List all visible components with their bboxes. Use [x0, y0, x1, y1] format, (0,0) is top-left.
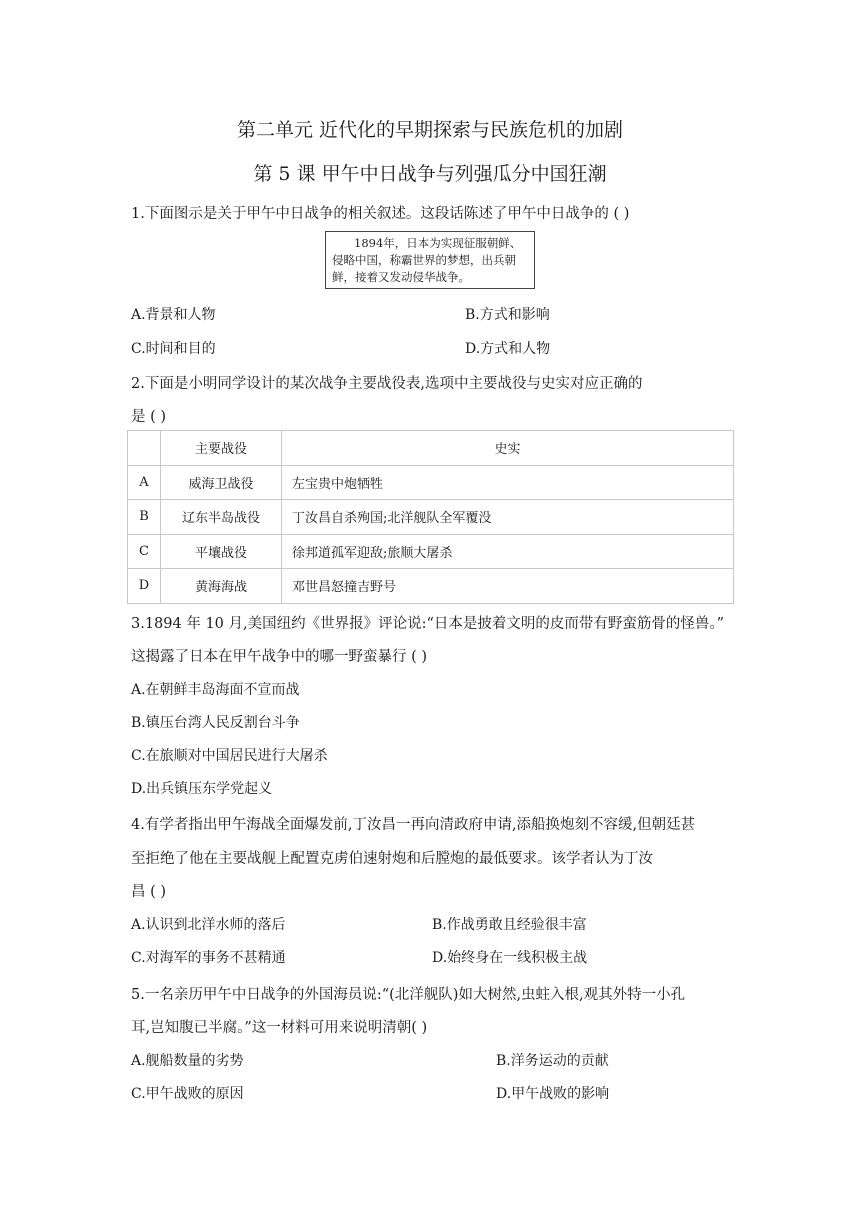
q4-stem-line2: 至拒绝了他在主要战舰上配置克虏伯速射炮和后膛炮的最低要求。该学者认为丁汝: [131, 851, 653, 867]
q3-option-a[interactable]: A.在朝鲜丰岛海面不宣而战: [131, 682, 300, 698]
q4-option-d[interactable]: D.始终身在一线积极主战: [432, 950, 588, 966]
table-row: [128, 500, 734, 535]
q5-option-b[interactable]: B.洋务运动的贡献: [496, 1053, 609, 1069]
q1-option-a[interactable]: A.背景和人物: [131, 307, 216, 323]
table-cell-fact: 徐邦道孤军迎敌;旅顺大屠杀: [282, 534, 734, 569]
table-header-cell: [128, 431, 161, 466]
q1-stem: 1.下面图示是关于甲午中日战争的相关叙述。这段话陈述了甲午中日战争的 ( ): [131, 206, 630, 222]
table-header-row: [128, 431, 734, 466]
unit-title: 第二单元 近代化的早期探索与民族危机的加剧: [236, 119, 624, 141]
q4-stem-line3: 昌 ( ): [131, 884, 167, 900]
q4-stem-line1: 4.有学者指出甲午海战全面爆发前,丁汝昌一再向清政府申请,添船换炮刻不容缓,但朝廷甚: [131, 817, 696, 833]
table-cell-battle: 平壤战役: [161, 534, 282, 569]
q2-stem-line1: 2.下面是小明同学设计的某次战争主要战役表,选项中主要战役与史实对应正确的: [131, 376, 643, 392]
q1-quote-line: 侵略中国，称霸世界的梦想，出兵朝: [332, 253, 516, 267]
battle-table: [127, 430, 734, 604]
q3-stem-line2: 这揭露了日本在甲午战争中的哪一野蛮暴行 ( ): [131, 649, 428, 665]
q4-option-c[interactable]: C.对海军的事务不甚精通: [131, 950, 286, 966]
q5-stem-line2: 耳,岂知腹已半腐。”这一材料可用来说明清朝( ): [131, 1020, 428, 1036]
q5-option-a[interactable]: A.舰船数量的劣势: [131, 1053, 244, 1069]
q1-quote-line: 1894年，日本为实现征服朝鲜、: [354, 236, 522, 250]
q1-option-c[interactable]: C.时间和目的: [131, 341, 216, 357]
q1-option-b[interactable]: B.方式和影响: [465, 307, 550, 323]
table-cell-fact: 邓世昌怒撞吉野号: [282, 569, 734, 604]
table-cell-option: B: [128, 500, 161, 535]
q3-option-c[interactable]: C.在旅顺对中国居民进行大屠杀: [131, 748, 328, 764]
q4-option-b[interactable]: B.作战勇敢且经验很丰富: [432, 917, 587, 933]
q3-option-d[interactable]: D.出兵镇压东学党起义: [131, 781, 273, 797]
table-cell-battle: 辽东半岛战役: [161, 500, 282, 535]
table-row: [128, 465, 734, 500]
table-header-cell: 主要战役: [161, 431, 282, 466]
q5-stem-line1: 5.一名亲历甲午中日战争的外国海员说:“(北洋舰队)如大树然,虫蛀入根,观其外特一小孔: [131, 987, 686, 1003]
table-cell-option: C: [128, 534, 161, 569]
table-cell-battle: 黄海海战: [161, 569, 282, 604]
q3-option-b[interactable]: B.镇压台湾人民反割台斗争: [131, 715, 300, 731]
q2-stem-line2: 是 ( ): [131, 409, 167, 425]
q3-stem-line1: 3.1894 年 10 月,美国纽约《世界报》评论说:“日本是披着文明的皮而带有野蛮筋骨的怪兽。”: [131, 616, 725, 632]
table-row: [128, 534, 734, 569]
q1-quote-line: 鲜，接着又发动侵华战争。: [332, 270, 470, 284]
q1-option-d[interactable]: D.方式和人物: [465, 341, 551, 357]
table-row: [128, 569, 734, 604]
table-cell-fact: 左宝贵中炮牺牲: [282, 465, 734, 500]
q5-option-c[interactable]: C.甲午战败的原因: [131, 1086, 244, 1102]
q1-quote-box: [325, 231, 535, 289]
lesson-title: 第 5 课 甲午中日战争与列强瓜分中国狂潮: [253, 163, 607, 185]
q4-option-a[interactable]: A.认识到北洋水师的落后: [131, 917, 286, 933]
table-cell-option: D: [128, 569, 161, 604]
table-header-cell: 史实: [282, 431, 734, 466]
table-cell-battle: 威海卫战役: [161, 465, 282, 500]
table-cell-option: A: [128, 465, 161, 500]
table-cell-fact: 丁汝昌自杀殉国;北洋舰队全军覆没: [282, 500, 734, 535]
q5-option-d[interactable]: D.甲午战败的影响: [496, 1086, 610, 1102]
